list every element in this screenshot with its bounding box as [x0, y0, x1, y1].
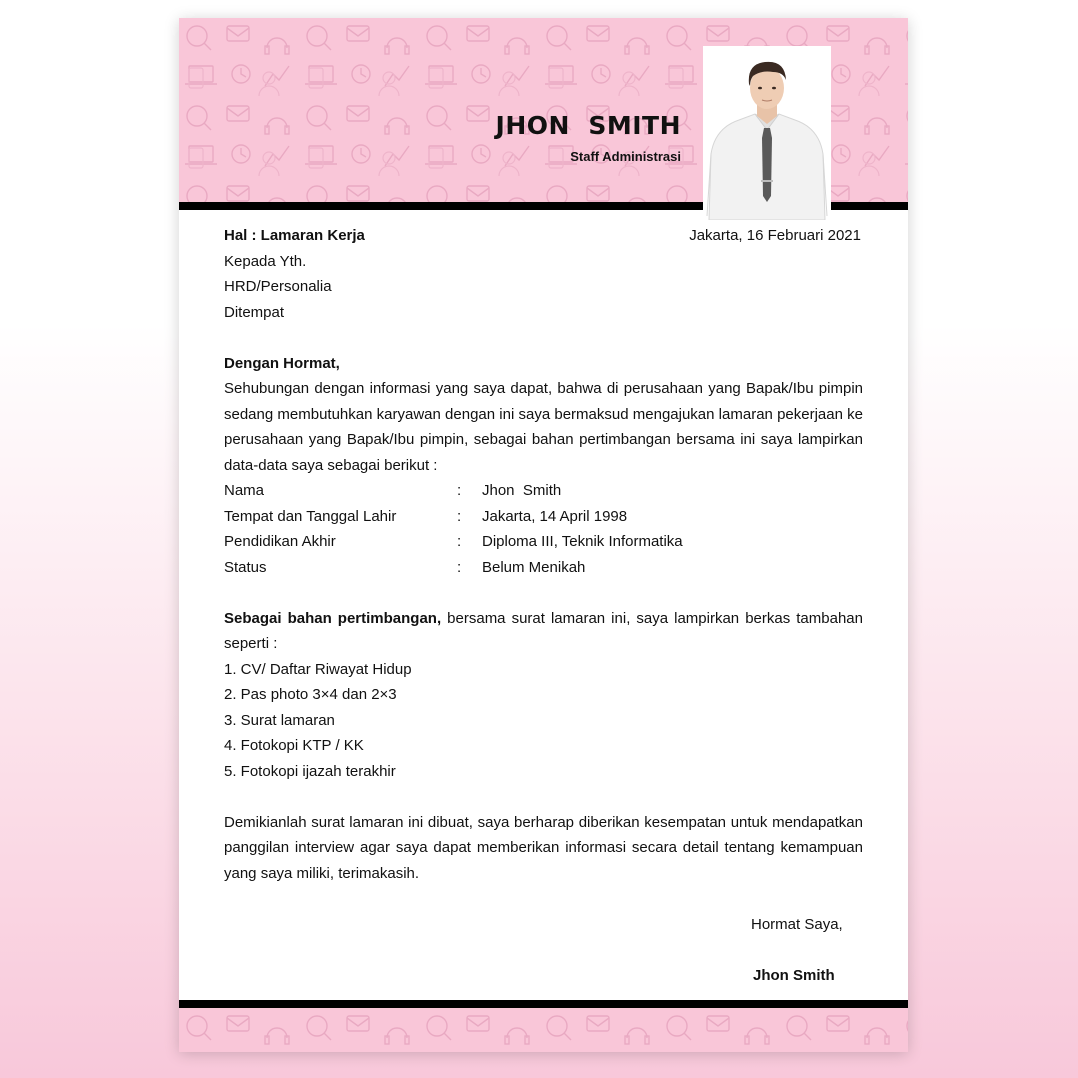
detail-label: Nama	[224, 482, 265, 499]
letter-closing: Demikianlah surat lamaran ini dibuat, saya berharap diberikan kesempatan untuk mendapatkan panggilan interview agar saya dapat memberikan informasi secara detail tentang kemampuan yang saya miliki, terimakasih.	[224, 813, 863, 882]
letter-footer	[179, 1008, 908, 1052]
signature-name: Jhon Smith	[753, 966, 835, 984]
detail-separator: :	[457, 533, 462, 550]
letter-date: Jakarta, 16 Februari 2021	[689, 227, 861, 244]
attachment-item: 5. Fotokopi ijazah terakhir	[224, 762, 396, 780]
letter-page	[179, 18, 908, 1052]
detail-row	[224, 529, 863, 555]
attachment-item: 2. Pas photo 3×4 dan 2×3	[224, 686, 397, 703]
attachment-item: 3. Surat lamaran	[224, 711, 335, 729]
detail-separator: :	[457, 482, 462, 499]
footer-divider	[179, 1000, 908, 1008]
detail-value: Belum Menikah	[482, 558, 586, 576]
recipient-line: Kepada Yth.	[224, 252, 307, 270]
attachment-intro-lead: Sebagai bahan pertimbangan,	[224, 609, 442, 627]
letter-body	[224, 223, 863, 988]
letter-intro: Sehubungan dengan informasi yang saya dapat, bahwa di perusahaan yang Bapak/Ibu pimpin sedang membutuhkan karyawan dengan ini saya bermaksud mengajukan lamaran pekerjaan ke perusahaan yang Bapak/Ibu pimpin, sebagai bahan pertimbangan bersama ini saya lampirkan data-data saya sebagai berikut :	[224, 380, 863, 474]
applicant-role: Staff Administrasi	[570, 149, 681, 164]
recipient-line: Ditempat	[224, 303, 285, 321]
attachment-item: 1. CV/ Daftar Riwayat Hidup	[224, 660, 412, 678]
letter-greeting: Dengan Hormat,	[224, 354, 340, 372]
detail-value: Jhon Smith	[482, 482, 562, 499]
detail-row	[224, 555, 863, 581]
detail-row	[224, 478, 863, 504]
detail-row	[224, 504, 863, 530]
attachment-intro	[224, 606, 863, 657]
detail-label: Tempat dan Tanggal Lahir	[224, 507, 397, 525]
detail-separator: :	[457, 507, 462, 525]
detail-value: Jakarta, 14 April 1998	[482, 507, 628, 525]
detail-label: Pendidikan Akhir	[224, 533, 336, 550]
detail-value: Diploma III, Teknik Informatika	[482, 533, 683, 550]
applicant-photo	[703, 46, 831, 220]
detail-separator: :	[457, 558, 462, 576]
icon-pattern-background	[179, 1008, 908, 1052]
attachment-intro-rest: bersama surat lamaran ini, saya lampirkan berkas tambahan seperti :	[224, 609, 863, 652]
attachment-item: 4. Fotokopi KTP / KK	[224, 737, 364, 754]
sign-off: Hormat Saya,	[751, 915, 843, 933]
recipient-line: HRD/Personalia	[224, 278, 332, 295]
applicant-name: JHON SMITH	[495, 111, 681, 140]
letter-subject: Hal : Lamaran Kerja	[224, 227, 365, 244]
detail-label: Status	[224, 558, 267, 576]
